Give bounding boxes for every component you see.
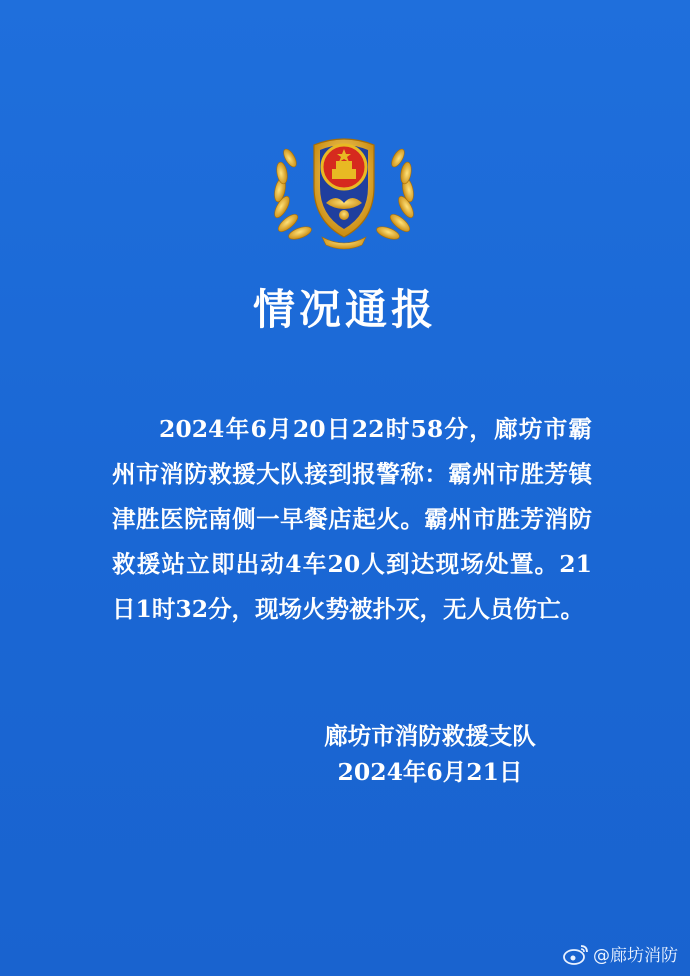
weibo-watermark [563, 941, 678, 966]
issue-date: 2024年6月21日 [337, 758, 523, 786]
watermark-text: @廊坊消防 [593, 946, 678, 966]
fire-rescue-emblem-icon [270, 125, 418, 250]
weibo-icon [563, 943, 589, 965]
notice-body: 2024年6月20日22时58分，廊坊市霸州市消防救援大队接到报警称：霸州市胜芳镇津胜医院南侧一早餐店起火。霸州市胜芳消防救援站立即出动4车20人到达现场处置。21日1时32分，现场火势被扑灭，无人员伤亡。 [112, 415, 592, 623]
issuer: 廊坊市消防救援支队 [324, 722, 536, 750]
signature-block [300, 718, 560, 790]
page-title: 情况通报 [252, 285, 437, 334]
